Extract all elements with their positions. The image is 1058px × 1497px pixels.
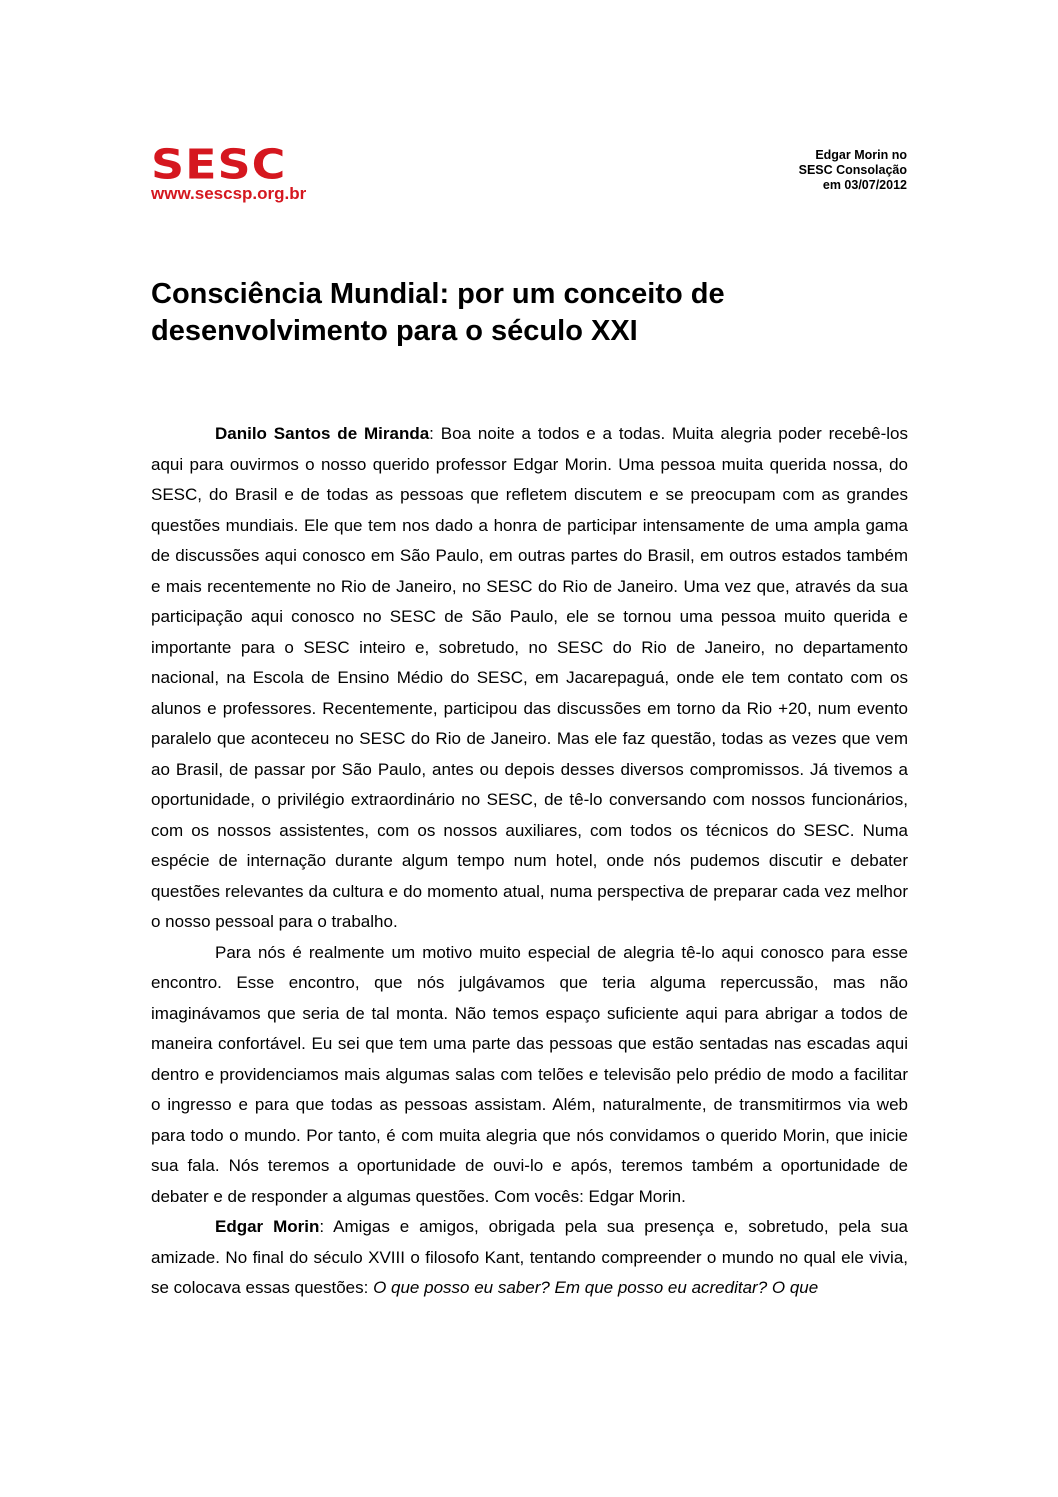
paragraph-3: [151, 1212, 908, 1304]
event-info: [799, 148, 907, 193]
event-info-line-3: em 03/07/2012: [822, 178, 907, 192]
paragraph-italic-text: O que posso eu saber? Em que posso eu acreditar? O que: [373, 1278, 819, 1297]
title-line-2: desenvolvimento para o século XXI: [151, 315, 638, 347]
speaker-name: Edgar Morin: [215, 1217, 320, 1236]
transcript-body: [151, 419, 908, 1304]
sesc-logo: [151, 139, 351, 204]
paragraph-2: [151, 938, 908, 1213]
paragraph-text: Para nós é realmente um motivo muito especial de alegria tê-lo aqui conosco para esse encontro. Esse encontro, que nós julgávamos que teria alguma repercussão, mas não imaginávamos que seria de tal monta. Não temos espaço suficiente aqui para abrigar a todos de maneira confortável. Eu sei que tem uma parte das pessoas que estão sentadas nas escadas aqui dentro e providenciamos mais algumas salas com telões e televisão pelo prédio de modo a facilitar o ingresso e para que todas as pessoas assistam. Além, naturalmente, de transmitirmos via web para todo o mundo. Por tanto, é com muita alegria que nós convidamos o querido Morin, que inicie sua fala. Nós teremos a oportunidade de ouvi-lo e após, teremos também a oportunidade de debater e de responder a algumas questões. Com vocês: Edgar Morin.: [151, 942, 908, 1206]
sesc-website-url: www.sescsp.org.br: [151, 184, 307, 203]
paragraph-text: : Amigas e amigos, obrigada pela sua presença e, sobretudo, pela sua amizade. No final do século XVIII o filosofo Kant, tentando compreender o mundo no qual ele vivia, se colocava essas questões:: [151, 1217, 909, 1297]
speaker-name: Danilo Santos de Miranda: [215, 424, 430, 443]
document-title: [151, 276, 911, 350]
event-info-line-2: SESC Consolação: [798, 163, 907, 177]
paragraph-text: : Boa noite a todos e a todas. Muita alegria poder recebê-los aqui para ouvirmos o nosso querido professor Edgar Morin. Uma pessoa muita querida nossa, do SESC, do Brasil e de todas as pessoas que refletem discutem e se preocupam com as grandes questões mundiais. Ele que tem nos dado a honra de participar intensamente de uma ampla gama de discussões aqui conosco em São Paulo, em outras partes do Brasil, em outros estados também e mais recentemente no Rio de Janeiro, no SESC do Rio de Janeiro. Uma vez que, através da sua participação aqui conosco no SESC de São Paulo, ele se tornou uma pessoa muito querida e importante para o SESC inteiro e, sobretudo, no SESC do Rio de Janeiro, no departamento nacional, na Escola de Ensino Médio do SESC, em Jacarepaguá, onde ele tem contato com os alunos e professores. Recentemente, participou das discussões em torno da Rio +20, num evento paralelo que aconteceu no SESC do Rio de Janeiro. Mas ele faz questão, todas as vezes que vem ao Brasil, de passar por São Paulo, antes ou depois desses diversos compromissos. Já tivemos a oportunidade, o privilégio extraordinário no SESC, de tê-lo conversando com nossos funcionários, com os nossos assistentes, com os nossos auxiliares, com todos os técnicos do SESC. Numa espécie de internação durante algum tempo num hotel, onde nós pudemos discutir e debater questões relevantes da cultura e do momento atual, numa perspectiva de preparar cada vez melhor o nosso pessoal para o trabalho.: [151, 424, 908, 931]
sesc-logo-wordmark: SESC: [151, 139, 287, 189]
title-line-1: Consciência Mundial: por um conceito de: [151, 278, 725, 310]
event-info-line-1: Edgar Morin no: [815, 148, 907, 162]
paragraph-1: [151, 419, 908, 938]
